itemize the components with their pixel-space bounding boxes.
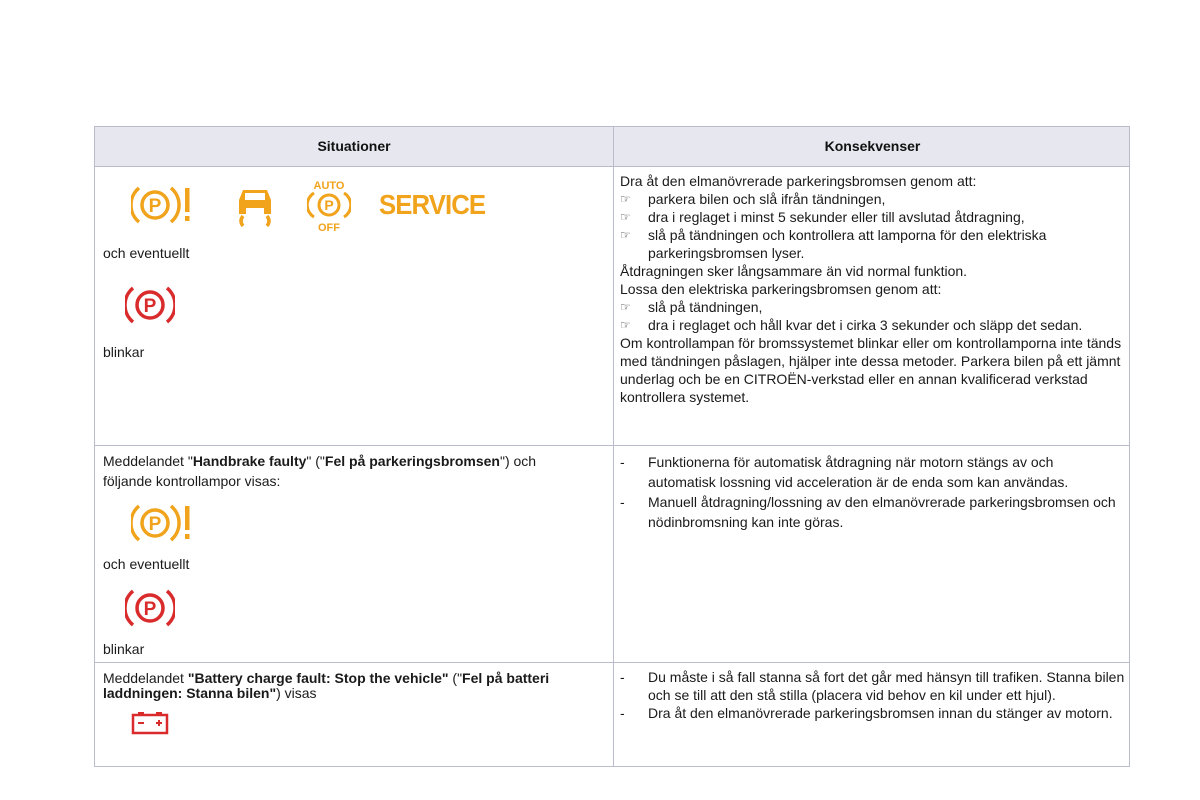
battery-message-line2: laddningen: Stanna bilen") visas — [103, 685, 317, 701]
row-divider — [95, 662, 1129, 663]
instruction-table — [94, 126, 1130, 767]
stability-control-icon — [233, 182, 277, 228]
hand-pointer-icon: ☞ — [620, 300, 631, 314]
hand-pointer-icon: ☞ — [620, 318, 631, 332]
service-icon: SERVICE — [379, 189, 486, 220]
svg-text:P: P — [143, 599, 157, 620]
apply-steps-list — [620, 190, 1125, 262]
row-divider — [95, 445, 1129, 446]
handbrake-message-line2: följande kontrollampor visas: — [103, 473, 281, 489]
list-item: - Du måste i så fall stanna så fort det går med hänsyn till trafiken. Stanna bilen och se till att den stå stilla (placera vid behov en kil under ett hjul). — [620, 669, 1125, 703]
release-intro-text: Lossa den elektriska parkeringsbromsen genom att: — [620, 281, 942, 297]
svg-text:P: P — [148, 196, 162, 217]
header-consequences: Konsekvenser — [824, 138, 921, 154]
auto-off-parking-icon — [307, 179, 351, 233]
list-item: ☞ parkera bilen och slå ifrån tändningen, — [620, 191, 886, 207]
off-label: OFF — [318, 222, 340, 233]
list-item: ☞ slå på tändningen, — [620, 299, 763, 315]
blinking-text: blinkar — [103, 344, 145, 360]
release-steps-list — [620, 298, 1125, 334]
and-possibly-text: och eventuellt — [103, 556, 190, 572]
battery-message-line1: Meddelandet "Battery charge fault: Stop the vehicle" ("Fel på batteri — [103, 670, 550, 686]
hand-pointer-icon: ☞ — [620, 210, 631, 224]
brake-system-warning-icon — [125, 285, 175, 325]
hand-pointer-icon: ☞ — [620, 192, 631, 206]
list-item: - Dra åt den elmanövrerade parkeringsbromsen innan du stänger av motorn. — [620, 705, 1113, 721]
list-item: ☞ dra i reglaget i minst 5 sekunder eller till avslutad åtdragning, — [620, 209, 1025, 225]
parking-brake-warning-icon — [131, 185, 193, 225]
table-header — [95, 127, 1129, 166]
intro-text: Dra åt den elmanövrerade parkeringsbromsen genom att: — [620, 173, 977, 189]
hand-pointer-icon: ☞ — [620, 228, 631, 242]
header-situations: Situationer — [317, 138, 391, 154]
row3-consequence — [620, 668, 1125, 722]
blinking-text: blinkar — [103, 641, 145, 657]
svg-text:P: P — [143, 296, 157, 317]
parking-brake-warning-icon — [131, 503, 193, 543]
battery-warning-icon — [131, 711, 169, 735]
svg-text:P: P — [148, 514, 162, 535]
closing-text: Om kontrollampan för bromssystemet blinkar eller om kontrollamporna inte tänds med tändningen påslagen, hjälper inte dessa metoder. Parkera bilen på ett jämnt underlag och be en CITROËN-verkstad eller en annan kvalificerad verkstad kontrollera systemet. — [620, 335, 1122, 405]
row2-consequence — [620, 452, 1125, 532]
list-item: - Manuell åtdragning/lossning av den elmanövrerade parkeringsbromsen och nödinbromsning kan inte göras. — [620, 494, 1116, 530]
and-possibly-text: och eventuellt — [103, 245, 190, 261]
row-divider — [95, 166, 1129, 167]
handbrake-message: Meddelandet "Handbrake faulty" ("Fel på parkeringsbromsen") och — [103, 453, 537, 469]
row3-list — [620, 668, 1125, 722]
list-item: ☞ dra i reglaget och håll kvar det i cirka 3 sekunder och släpp det sedan. — [620, 317, 1083, 333]
brake-system-warning-icon — [125, 588, 175, 628]
list-item: - Funktionerna för automatisk åtdragning när motorn stängs av och automatisk lossning vid acceleration är de enda som kan användas. — [620, 454, 1069, 490]
row1-consequence — [620, 172, 1125, 406]
row2-list — [620, 452, 1125, 532]
slower-text: Åtdragningen sker långsammare än vid normal funktion. — [620, 263, 968, 279]
svg-text:P: P — [324, 197, 334, 213]
column-divider — [613, 127, 614, 766]
auto-label: AUTO — [313, 180, 345, 192]
list-item: ☞ slå på tändningen och kontrollera att lamporna för den elektriska parkeringsbromsen lyser. — [620, 227, 1047, 261]
